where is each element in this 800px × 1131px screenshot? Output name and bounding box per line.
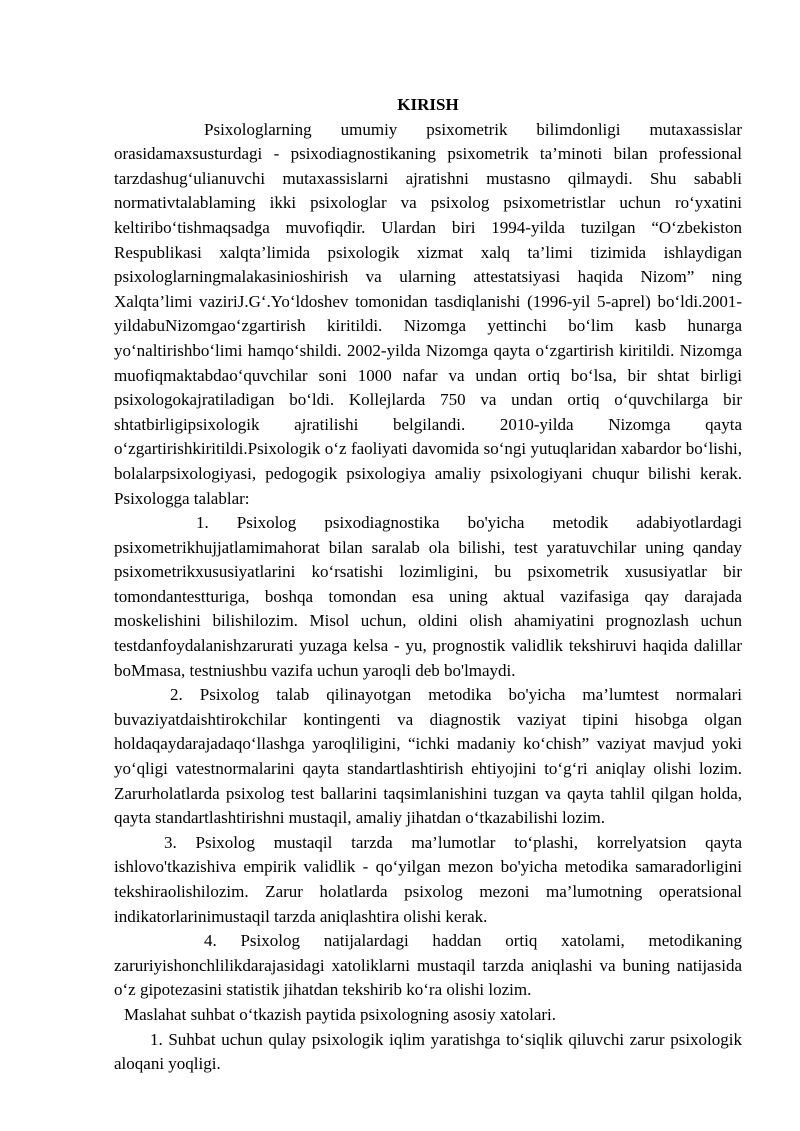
document-page (114, 93, 742, 1077)
page-title: KIRISH (397, 95, 459, 114)
requirement-3-paragraph: 3. Psixolog mustaqil tarzda ma’lumotlar to‘plashi, korrelyatsion qayta ishlovo'tkazishiva empirik validlik - qo‘yilgan mezon bo'yicha metodika samaradorligini tekshiraolishilozim. Zarur holatlarda psixolog mezoni ma’lumotning operatsional indikatorlarinimustaqil tarzda aniqlashtira olishi kerak. (114, 832, 742, 926)
section-heading-errors: Maslahat suhbat o‘tkazish paytida psixologning asosiy xatolari. (124, 1004, 557, 1024)
error-1-paragraph: 1. Suhbat uchun qulay psixologik iqlim yaratishga to‘siqlik qiluvchi zarur psixologik aloqani yoqligi. (114, 1029, 742, 1074)
requirement-2-paragraph: 2. Psixolog talab qilinayotgan metodika bo'yicha ma’lumtest normalari buvaziyatdaishtirokchilar kontingenti va diagnostik vaziyat tipini hisobga olgan holdaqaydarajadaqo‘llashga yaroqliligini, “ichki madaniy ko‘chish” vaziyat mavjud yoki yo‘qligi vatestnormalarini qayta standartlashtirish ehtiyojini to‘g‘ri aniqlay olishi lozim. Zarurholatlarda psixolog test ballarini taqsimlanishini tuzgan va qayta tahlil qilgan holda, qayta standartlashtirishni mustaqil, amaliy jihatdan o‘tkazabilishi lozim. (114, 685, 742, 828)
requirement-1-paragraph: 1. Psixolog psixodiagnostika bo'yicha metodik adabiyotlardagi psixometrikhujjatlamimahorat bilan saralab ola bilishi, test yaratuvchilar uning qanday psixometrikxususiyatlarini ko‘rsatishi lozimligini, bu psixometrik xususiyatlar bir tomondantestturiga, boshqa tomondan esa uning aktual vazifasiga qay darajada moskelishini bilishilozim. Misol uchun, oldini olish ahamiyatini prognozlash uchun testdanfoydalanishzarurati yuzaga kelsa - yu, prognostik validlik tekshiruvi haqida dalillar boMmasa, testniushbu vazifa uchun yaroqli deb bo'lmaydi. (114, 513, 742, 680)
requirement-4-paragraph: 4. Psixolog natijalardagi haddan ortiq xatolami, metodikaning zaruriyishonchlilikdarajasidagi xatoliklarni mustaqil tarzda aniqlashi va buning natijasida o‘z gipotezasini statistik jihatdan tekshirib ko‘ra olishi lozim. (114, 931, 742, 1000)
intro-paragraph: Psixologlarning umumiy psixometrik bilimdonligi mutaxassislar orasidamaxsusturdagi - psixodiagnostikaning psixometrik ta’minoti bilan professional tarzdashug‘ulianuvchi mutaxassislarni ajratishni mustasno qilmaydi. Shu sababli normativtalablaming ikki psixologlar va psixolog psixometristlar uchun ro‘yxatini keltiribo‘tishmaqsadga muvofiqdir. Ulardan biri 1994-yilda tuzilgan “O‘zbekiston Respublikasi xalqta’limida psixologik xizmat xalq ta’limi tizimida ishlaydigan psixologlarningmalakasinioshirish va ularning attestatsiyasi haqida Nizom” ning Xalqta’limi vaziriJ.G‘.Yo‘ldoshev tomonidan tasdiqlanishi (1996-yil 5-aprel) bo‘ldi.2001-yildabuNizomgao‘zgartirish kiritildi. Nizomga yettinchi bo‘lim kasb hunarga yo‘naltirishbo‘limi hamqo‘shildi. 2002-yilda Nizomga qayta o‘zgartirish kiritildi. Nizomga muofiqmaktabdao‘quvchilar soni 1000 nafar va undan ortiq bo‘lsa, bir shtat birligi psixologokajratiladigan bo‘ldi. Kollejlarda 750 va undan ortiq o‘quvchilarga bir shtatbirligipsixologik ajratilishi belgilandi. 2010-yilda Nizomga qayta o‘zgartirishkiritildi.Psixologik o‘z faoliyati davomida so‘ngi yutuqlaridan xabardor bo‘lishi, bolalarpsixologiyasi, pedogogik psixologiya amaliy psixologiyani chuqur bilishi kerak. Psixologga talablar: (114, 119, 742, 508)
